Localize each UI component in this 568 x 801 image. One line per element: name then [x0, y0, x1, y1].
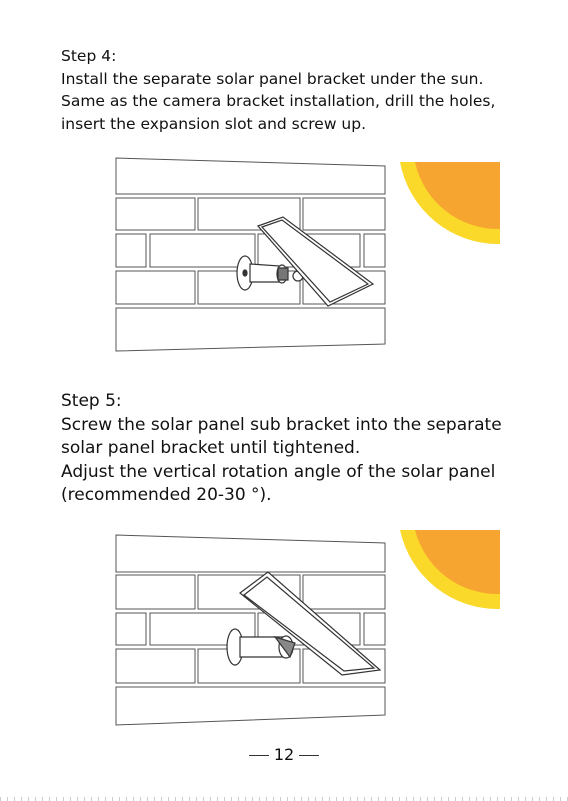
page-number-dash-right [299, 755, 319, 756]
step-4-text [61, 45, 541, 135]
step-5-title: Step 5: [61, 391, 122, 411]
step-4-line-2: Same as the camera bracket installation, drill the holes, [61, 92, 496, 110]
step-5-line-1: Screw the solar panel sub bracket into the separate [61, 414, 502, 435]
step-5-line-3: Adjust the vertical rotation angle of the solar panel [61, 461, 496, 482]
sun-icon [400, 162, 500, 244]
page-number [0, 745, 568, 764]
sun-icon [400, 530, 500, 609]
page-number-dash-left [249, 755, 269, 756]
bottom-dotted-border [0, 797, 568, 801]
wall-bracket [227, 629, 295, 665]
step-5-line-2: solar panel bracket until tightened. [61, 438, 361, 458]
step-5-illustration [110, 525, 500, 730]
step-4-line-3: insert the expansion slot and screw up. [61, 114, 367, 133]
page-number-text: 12 [273, 745, 295, 764]
solar-panel [240, 572, 380, 675]
step-4-line-1: Install the separate solar panel bracket under the sun. [61, 69, 484, 88]
step-5-line-4: (recommended 20-30 °). [61, 485, 272, 505]
step-5-text [61, 390, 551, 508]
step-4-illustration [110, 154, 500, 354]
step-4-title: Step 4: [61, 47, 117, 65]
